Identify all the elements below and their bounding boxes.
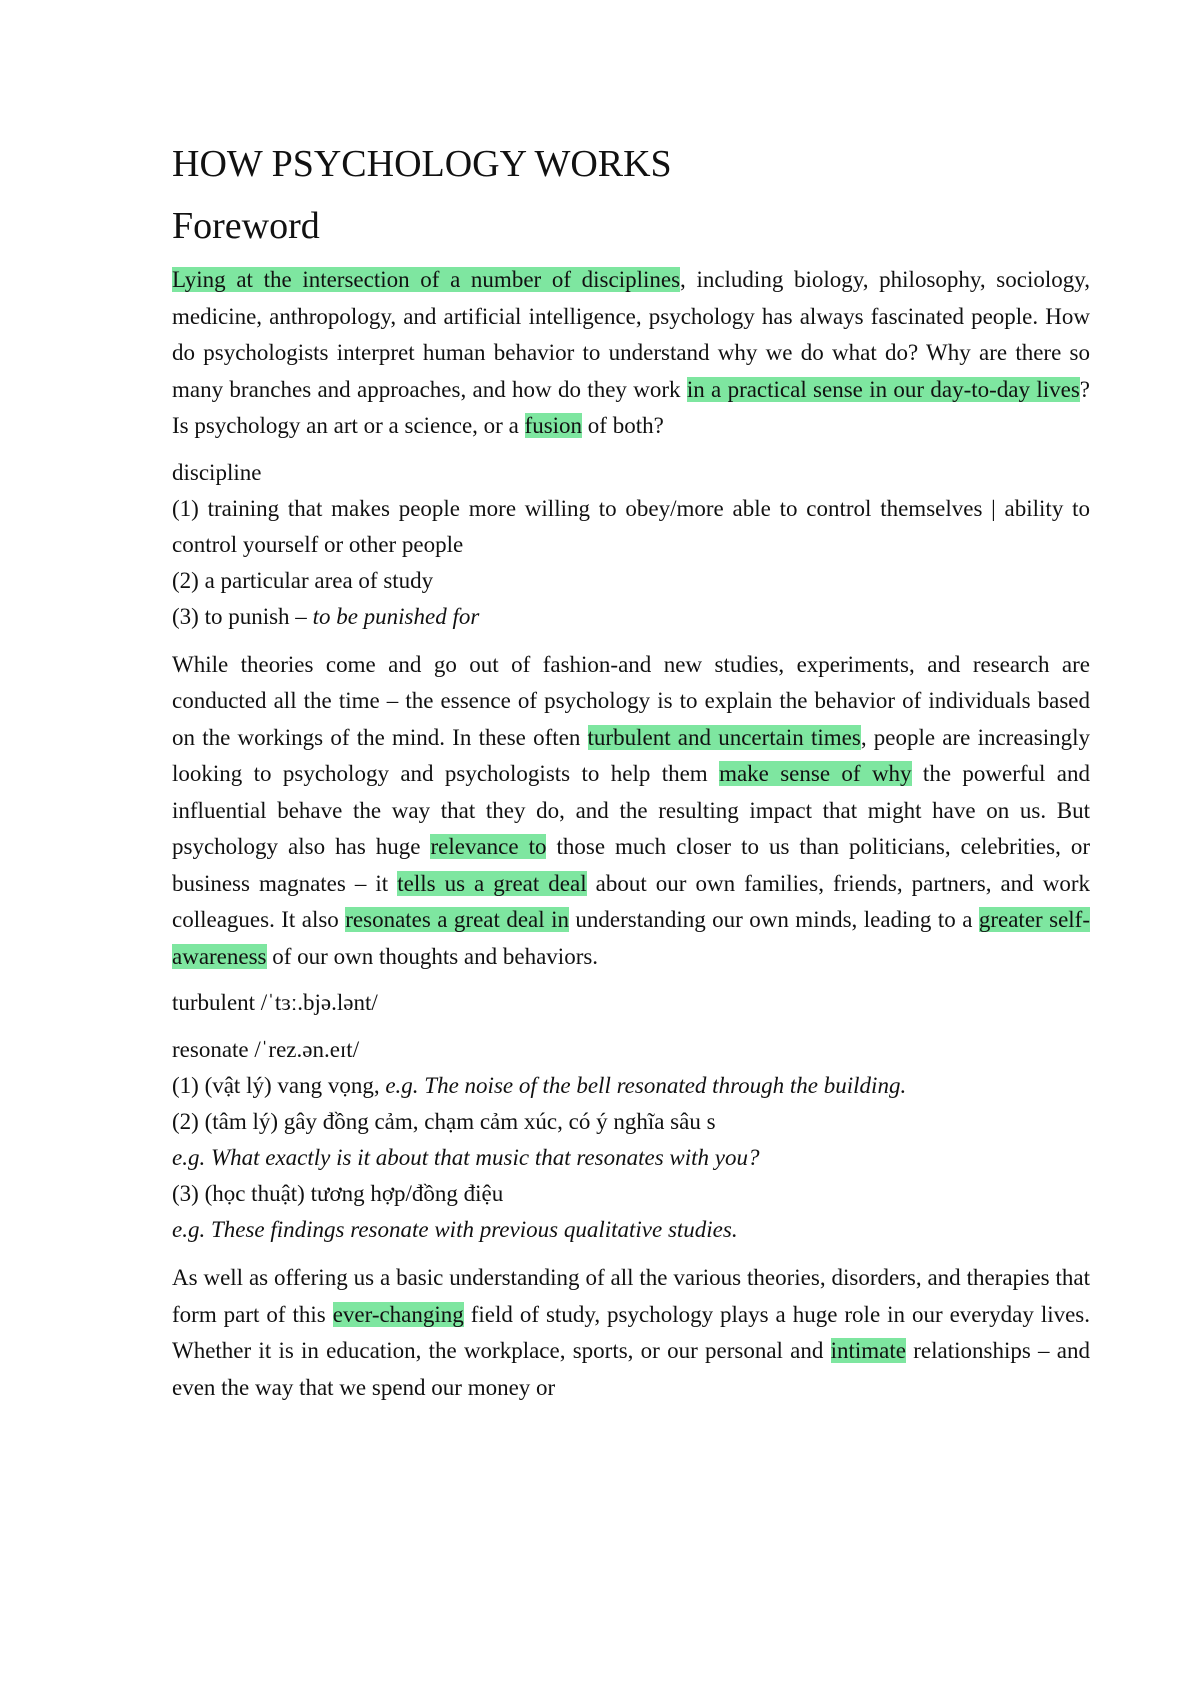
vocab-example: e.g. What exactly is it about that music that resonates with you? bbox=[172, 1145, 760, 1170]
paragraph-3 bbox=[172, 1260, 1090, 1406]
highlighted-phrase: resonates a great deal in bbox=[345, 907, 569, 932]
text-run: While theories come and go out of fashion-and new studies, experiments, and research are conducted all the time – the essence of psychology is to explain the behavior of individuals based on the workings of the mind. In these often bbox=[172, 651, 1090, 750]
text-run: ? Is psychology an art or a science, or a bbox=[172, 376, 1090, 438]
highlighted-phrase: turbulent and uncertain times bbox=[587, 724, 861, 750]
vocab-block-turbulent-resonate bbox=[172, 985, 1090, 1248]
text-run: , people are increasingly looking to psychology and psychologists to help them bbox=[172, 724, 1090, 786]
vocab-word: discipline bbox=[172, 459, 262, 485]
text-run: As well as offering us a basic understanding of all the various theories, disorders, and therapies that form part of this bbox=[172, 1265, 1090, 1327]
document-title: HOW PSYCHOLOGY WORKS bbox=[172, 143, 672, 185]
text-run: relationships – and even the way that we spend our money or bbox=[172, 1338, 1090, 1400]
vocab-definition: (3) (học thuật) tương hợp/đồng điệu bbox=[172, 1181, 504, 1206]
highlighted-phrase: fusion bbox=[524, 413, 583, 438]
vocab-block-discipline bbox=[172, 455, 1090, 635]
highlighted-phrase: greater self-awareness bbox=[172, 907, 1091, 969]
text-run: of both? bbox=[582, 413, 664, 438]
vocab-word: turbulent /ˈtɜː.bjə.lənt/ bbox=[172, 990, 378, 1015]
text-run: of our own thoughts and behaviors. bbox=[266, 943, 599, 969]
vocab-example: to be punished for bbox=[312, 603, 480, 629]
vocab-definition-text: (1) (vật lý) vang vọng, bbox=[172, 1073, 386, 1098]
highlighted-phrase: intimate bbox=[830, 1338, 906, 1363]
highlighted-phrase: make sense of why bbox=[719, 761, 912, 786]
text-run: understanding our own minds, leading to a bbox=[568, 907, 979, 932]
highlighted-phrase: tells us a great deal bbox=[397, 870, 587, 896]
vocab-definition-text: (3) to punish – bbox=[172, 603, 313, 629]
highlighted-phrase: relevance to bbox=[430, 834, 547, 859]
text-run: those much closer to us than politicians, celebrities, or business magnates – it bbox=[172, 834, 1091, 896]
vocab-definition bbox=[172, 599, 1090, 635]
text-run: about our own families, friends, partners, and work colleagues. It also bbox=[172, 870, 1090, 932]
vocab-definition: (2) (tâm lý) gây đồng cảm, chạm cảm xúc, có ý nghĩa sâu s bbox=[172, 1109, 716, 1134]
highlighted-phrase: Lying at the intersection of a number of disciplines bbox=[172, 267, 681, 292]
document-page bbox=[172, 140, 1090, 1416]
vocab-word: resonate /ˈrez.ən.eɪt/ bbox=[172, 1037, 360, 1062]
text-run: , including biology, philosophy, sociology, medicine, anthropology, and artificial intelligence, psychology has always fascinated people. How do psychologists interpret human behavior to understand why we do what do? Why are there so many branches and approaches, and how do they work bbox=[172, 267, 1090, 402]
vocab-definition bbox=[172, 1068, 1090, 1104]
text-run: field of study, psychology plays a huge role in our everyday lives. Whether it is in education, the workplace, sports, or our personal and bbox=[172, 1301, 1091, 1363]
text-run: the powerful and influential behave the way that they do, and the resulting impact that might have on us. But psychology also has huge bbox=[172, 761, 1090, 859]
highlighted-phrase: in a practical sense in our day-to-day lives bbox=[686, 376, 1080, 402]
vocab-definition: (2) a particular area of study bbox=[172, 567, 434, 593]
section-heading-foreword: Foreword bbox=[172, 205, 320, 247]
paragraph-2 bbox=[172, 647, 1090, 976]
vocab-definition: (1) training that makes people more willing to obey/more able to control themselves | ability to control yourself or other people bbox=[172, 495, 1090, 557]
paragraph-1 bbox=[172, 262, 1090, 445]
vocab-example: e.g. These findings resonate with previous qualitative studies. bbox=[172, 1217, 738, 1242]
vocab-example: e.g. The noise of the bell resonated through the building. bbox=[385, 1073, 907, 1098]
highlighted-phrase: ever-changing bbox=[332, 1301, 464, 1327]
